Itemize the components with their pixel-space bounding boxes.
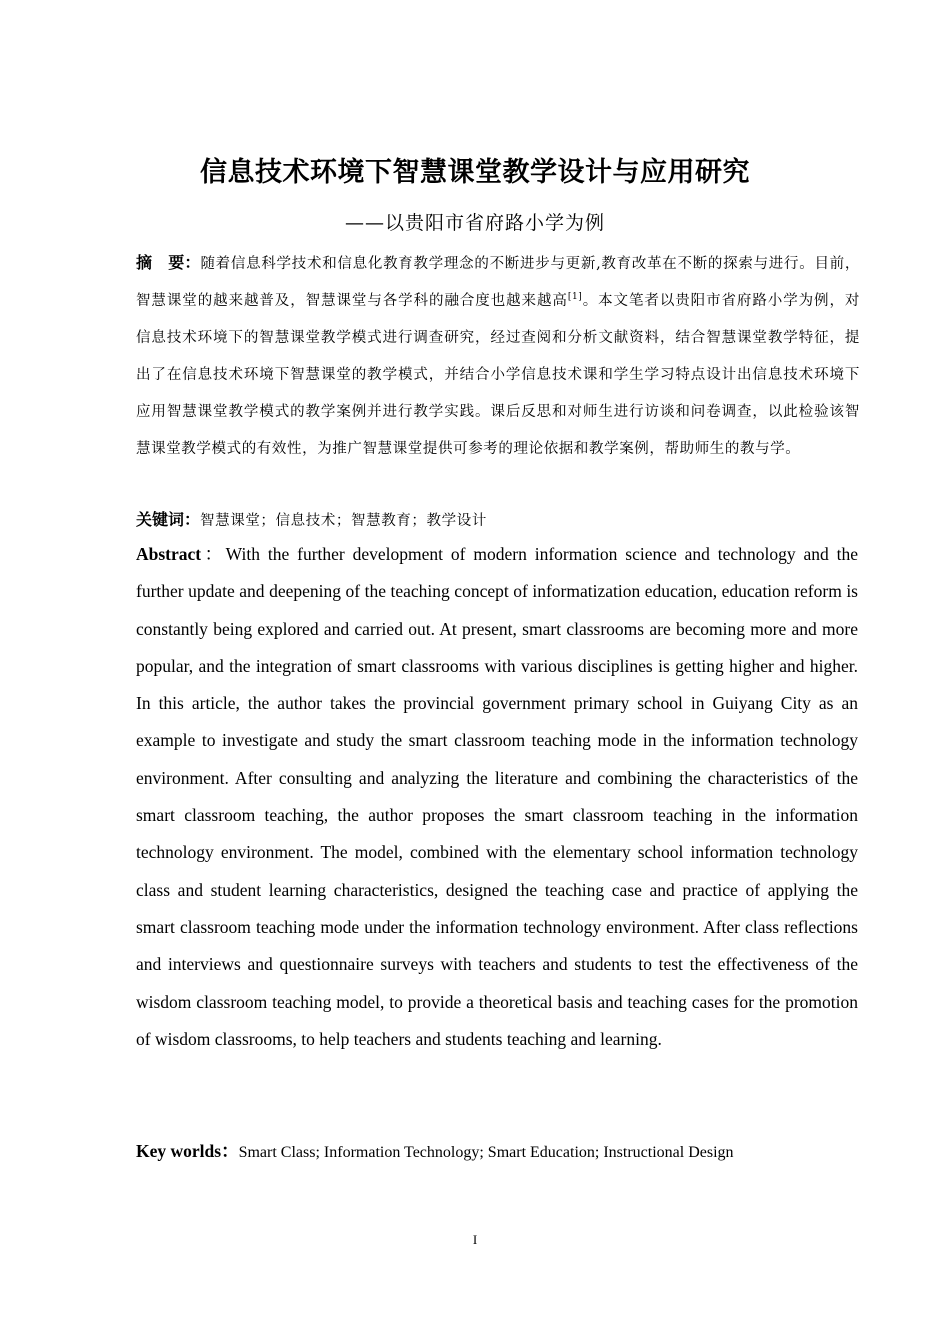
english-abstract-label: Abstract xyxy=(136,544,202,564)
english-keywords-text: Smart Class; Information Technology; Smart Education; Instructional Design xyxy=(238,1144,734,1161)
document-title: 信息技术环境下智慧课堂教学设计与应用研究 xyxy=(200,157,750,188)
document-subtitle: ——以贵阳市省府路小学为例 xyxy=(344,212,605,234)
chinese-keywords xyxy=(136,503,860,538)
chinese-abstract-label: 摘 要： xyxy=(136,253,201,272)
chinese-abstract-text-part2: 。本文笔者以贵阳市省府路小学为例，对信息技术环境下的智慧课堂教学模式进行调查研究，经过查阅和分析文献资料，结合智慧课堂教学特征，提出了在信息技术环境下智慧课堂的教学模式，并结合小学信息技术课和学生学习特点设计出信息技术环境下应用智慧课堂教学模式的教学案例并进行教学实践。课后反思和对师生进行访谈和问卷调查，以此检验该智慧课堂教学模式的有效性，为推广智慧课堂提供可参考的理论依据和教学案例，帮助师生的教与学。 xyxy=(136,293,860,457)
chinese-keywords-text: 智慧课堂；信息技术；智慧教育；教学设计 xyxy=(200,513,487,529)
english-abstract-separator: ： xyxy=(201,544,226,564)
english-keywords-label: Key worlds： xyxy=(136,1141,239,1161)
english-keywords xyxy=(136,1134,860,1170)
english-abstract xyxy=(136,536,858,1058)
english-abstract-text: With the further development of modern information science and technology and the further update and deepening of the teaching concept of informatization education, education reform is constantly being explored and carried out. At present, smart classrooms are becoming more and more popular, and the integration of smart classrooms with various disciplines is getting higher and higher. In this article, the author takes the provincial government primary school in Guiyang City as an example to investigate and study the smart classroom teaching mode in the information technology environment. After consulting and analyzing the literature and combining the characteristics of the smart classroom teaching, the author proposes the smart classroom teaching in the information technology environment. The model, combined with the elementary school information technology class and student learning characteristics, designed the teaching case and practice of applying the smart classroom teaching mode under the information technology environment. After class reflections and interviews and questionnaire surveys with teachers and students to test the effectiveness of the wisdom classroom teaching model, to provide a theoretical basis and teaching cases for the promotion of wisdom classrooms, to help teachers and students teaching and learning. xyxy=(136,544,858,1049)
citation-reference: [1] xyxy=(567,292,583,303)
chinese-keywords-label: 关键词： xyxy=(136,510,201,529)
chinese-abstract xyxy=(136,244,860,468)
page-number: I xyxy=(472,1232,478,1247)
chinese-abstract-text-part1: 随着信息科学技术和信息化教育教学理念的不断进步与更新,教育改革在不断的探索与进行。目前，智慧课堂的越来越普及，智慧课堂与各学科的融合度也越来越高 xyxy=(136,256,860,309)
